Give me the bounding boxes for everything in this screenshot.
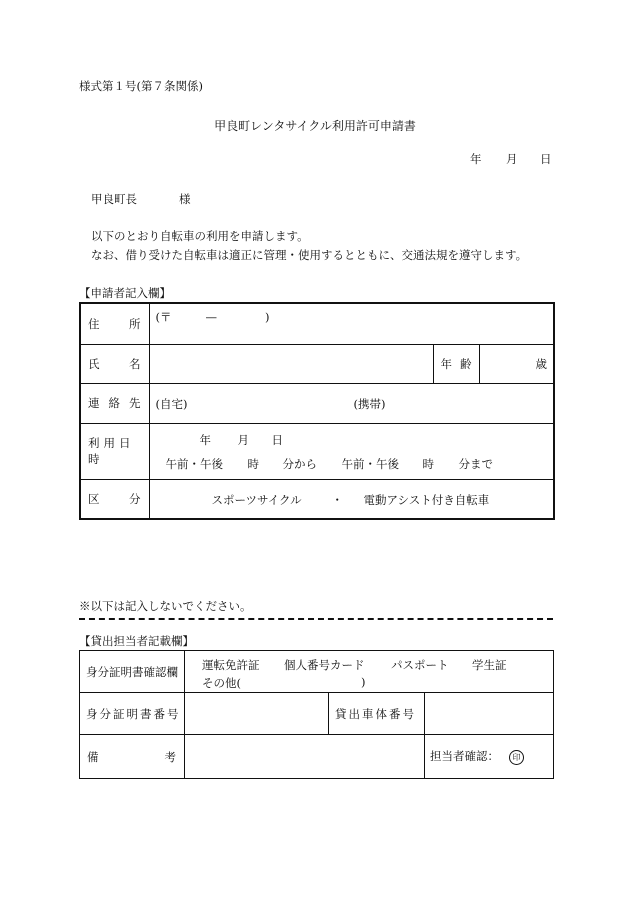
usage-min-from: 分から bbox=[282, 457, 317, 471]
address-label: 住 所 bbox=[80, 303, 149, 344]
id-passport[interactable]: パスポート bbox=[391, 657, 449, 672]
seal-icon: 印 bbox=[509, 750, 524, 765]
id-other-open: その他( bbox=[202, 675, 241, 690]
remarks-field[interactable] bbox=[185, 735, 425, 779]
remarks-row bbox=[80, 735, 554, 779]
category-row bbox=[80, 479, 554, 519]
date-day: 日 bbox=[540, 152, 552, 166]
usage-field[interactable] bbox=[149, 423, 554, 479]
name-row bbox=[80, 344, 554, 383]
usage-day: 日 bbox=[271, 433, 283, 447]
intro-line-2: なお、借り受けた自転車は適正に管理・使用するとともに、交通法規を遵守します。 bbox=[91, 248, 528, 262]
contact-field[interactable] bbox=[149, 383, 554, 423]
intro-line-1: 以下のとおり自転車の利用を申請します。 bbox=[91, 229, 309, 243]
postal-dash: — bbox=[205, 310, 217, 324]
id-number-row bbox=[80, 693, 554, 735]
addressee-honorific: 様 bbox=[179, 192, 191, 206]
usage-month: 月 bbox=[237, 433, 249, 447]
category-e-assist-bike[interactable]: 電動アシスト付き自転車 bbox=[363, 492, 490, 507]
page-title: 甲良町レンタサイクル利用許可申請書 bbox=[214, 119, 416, 133]
date-year: 年 bbox=[470, 152, 482, 166]
usage-ampm-from: 午前・午後 bbox=[165, 457, 223, 471]
date-month: 月 bbox=[506, 152, 518, 166]
category-label: 区 分 bbox=[80, 479, 149, 519]
staff-section-title: 【貸出担当者記載欄】 bbox=[79, 634, 194, 648]
staff-confirm-label: 担当者確認： bbox=[430, 749, 499, 764]
category-field[interactable] bbox=[149, 479, 554, 519]
bike-number-field[interactable] bbox=[425, 693, 554, 735]
remarks-label: 備 考 bbox=[80, 735, 185, 779]
addressee bbox=[91, 194, 191, 206]
id-check-field[interactable] bbox=[185, 651, 554, 693]
address-field[interactable] bbox=[149, 303, 554, 344]
contact-mobile: (携帯) bbox=[353, 397, 386, 411]
age-unit: 歳 bbox=[535, 356, 547, 371]
cut-line bbox=[79, 618, 553, 620]
usage-min-to: 分まで bbox=[458, 457, 493, 471]
contact-home: (自宅) bbox=[155, 397, 188, 411]
bike-number-label: 貸出車体番号 bbox=[329, 693, 425, 735]
id-student-card[interactable]: 学生証 bbox=[472, 657, 507, 672]
name-label: 氏 名 bbox=[80, 344, 149, 383]
id-number-field[interactable] bbox=[185, 693, 329, 735]
usage-year: 年 bbox=[199, 433, 211, 447]
postal-open: (〒 bbox=[155, 310, 172, 324]
usage-label: 利用日時 bbox=[80, 423, 149, 479]
form-number: 様式第１号(第７条関係) bbox=[79, 79, 203, 93]
staff-confirm-cell[interactable] bbox=[425, 735, 554, 779]
id-my-number-card[interactable]: 個人番号カード bbox=[284, 657, 365, 672]
usage-row bbox=[80, 423, 554, 479]
id-check-row bbox=[80, 651, 554, 693]
staff-only-note: ※以下は記入しないでください。 bbox=[79, 599, 252, 613]
category-sport-cycle[interactable]: スポーツサイクル bbox=[211, 492, 302, 507]
id-number-label: 身分証明書番号 bbox=[80, 693, 185, 735]
name-field[interactable] bbox=[149, 344, 433, 383]
address-row bbox=[80, 303, 554, 344]
addressee-name: 甲良町長 bbox=[91, 192, 137, 206]
staff-table bbox=[79, 650, 554, 779]
id-drivers-license[interactable]: 運転免許証 bbox=[202, 657, 260, 672]
postal-close: ) bbox=[265, 310, 270, 324]
usage-hour-to: 時 bbox=[422, 457, 434, 471]
applicant-section-title: 【申請者記入欄】 bbox=[79, 286, 171, 300]
contact-label: 連 絡 先 bbox=[80, 383, 149, 423]
contact-row bbox=[80, 383, 554, 423]
applicant-table bbox=[79, 302, 555, 520]
age-field[interactable] bbox=[479, 344, 554, 383]
category-separator: ・ bbox=[331, 492, 343, 507]
usage-ampm-to: 午前・午後 bbox=[341, 457, 399, 471]
age-label: 年 齢 bbox=[433, 344, 479, 383]
id-other-close: ) bbox=[361, 674, 366, 689]
id-check-label: 身分証明書確認欄 bbox=[80, 651, 185, 693]
usage-hour-from: 時 bbox=[247, 457, 259, 471]
